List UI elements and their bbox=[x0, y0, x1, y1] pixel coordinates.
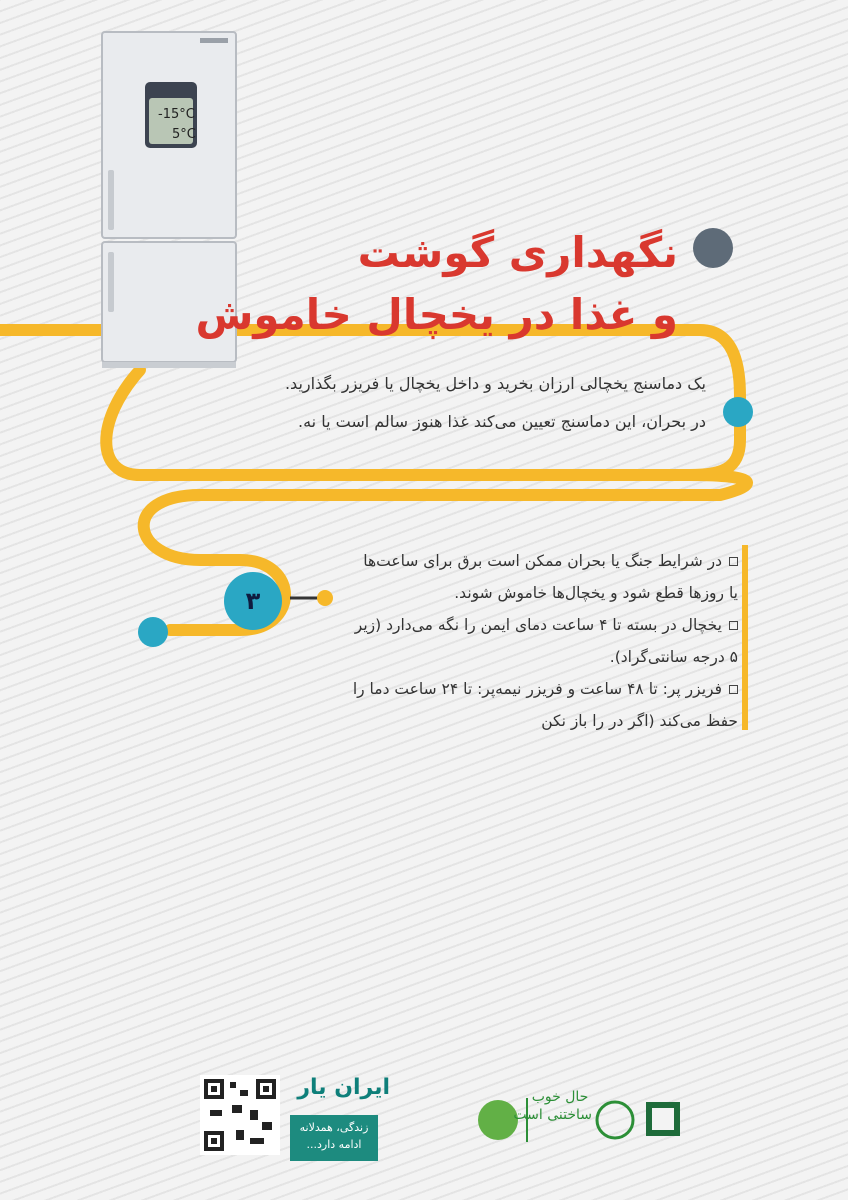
fridge-temp: 5°C bbox=[172, 127, 196, 142]
intro-line-2: در بحران، این دماسنج تعیین می‌کند غذا هنوز سالم است یا نه. bbox=[297, 412, 706, 431]
qr-code-icon bbox=[200, 1075, 280, 1155]
bullet-list bbox=[350, 545, 738, 737]
halkhoob-line-2: ساختنی است bbox=[513, 1107, 592, 1123]
footer-logos bbox=[0, 1060, 848, 1170]
bullet-text: یخچال در بسته تا ۴ ساعت دمای ایمن را نگه می‌دارد (زیر bbox=[354, 616, 722, 634]
title-line-2: و غذا در یخچال خاموش bbox=[195, 290, 678, 339]
bullet-item-cont: یا روزها قطع شود و یخچال‌ها خاموش شوند. bbox=[454, 584, 738, 602]
bullet-item-cont: ۵ درجه سانتی‌گراد). bbox=[609, 648, 738, 666]
step-number-badge: ۳ bbox=[224, 572, 282, 630]
square-bullet-icon bbox=[729, 557, 738, 566]
bullet-item-cont: حفظ می‌کند (اگر در را باز نکن bbox=[541, 712, 738, 730]
tagline-line-1: زندگی، همدلانه bbox=[299, 1121, 369, 1134]
halkhoob-logo bbox=[513, 1088, 592, 1124]
square-bullet-icon bbox=[729, 685, 738, 694]
square-bullet-icon bbox=[729, 621, 738, 630]
iranyar-logo: ایران یار bbox=[297, 1075, 390, 1100]
bullet-text: در شرایط جنگ یا بحران ممکن است برق برای ساعت‌ها bbox=[363, 552, 722, 570]
iranyar-tagline bbox=[290, 1115, 378, 1161]
bullet-text: فریزر پر: تا ۴۸ ساعت و فریزر نیمه‌پر: تا ۲۴ ساعت دما را bbox=[352, 680, 722, 698]
bullet-item bbox=[350, 609, 738, 641]
tagline-line-2: ادامه دارد... bbox=[306, 1138, 362, 1151]
intro-line-1: یک دماسنج یخچالی ارزان بخرید و داخل یخچال یا فریزر بگذارید. bbox=[284, 374, 706, 393]
title-line-1: نگهداری گوشت bbox=[357, 228, 678, 277]
bullet-item bbox=[350, 673, 738, 705]
freezer-temp: -15°C bbox=[158, 107, 195, 122]
bullet-item bbox=[350, 545, 738, 577]
halkhoob-line-1: حال خوب bbox=[531, 1089, 589, 1105]
